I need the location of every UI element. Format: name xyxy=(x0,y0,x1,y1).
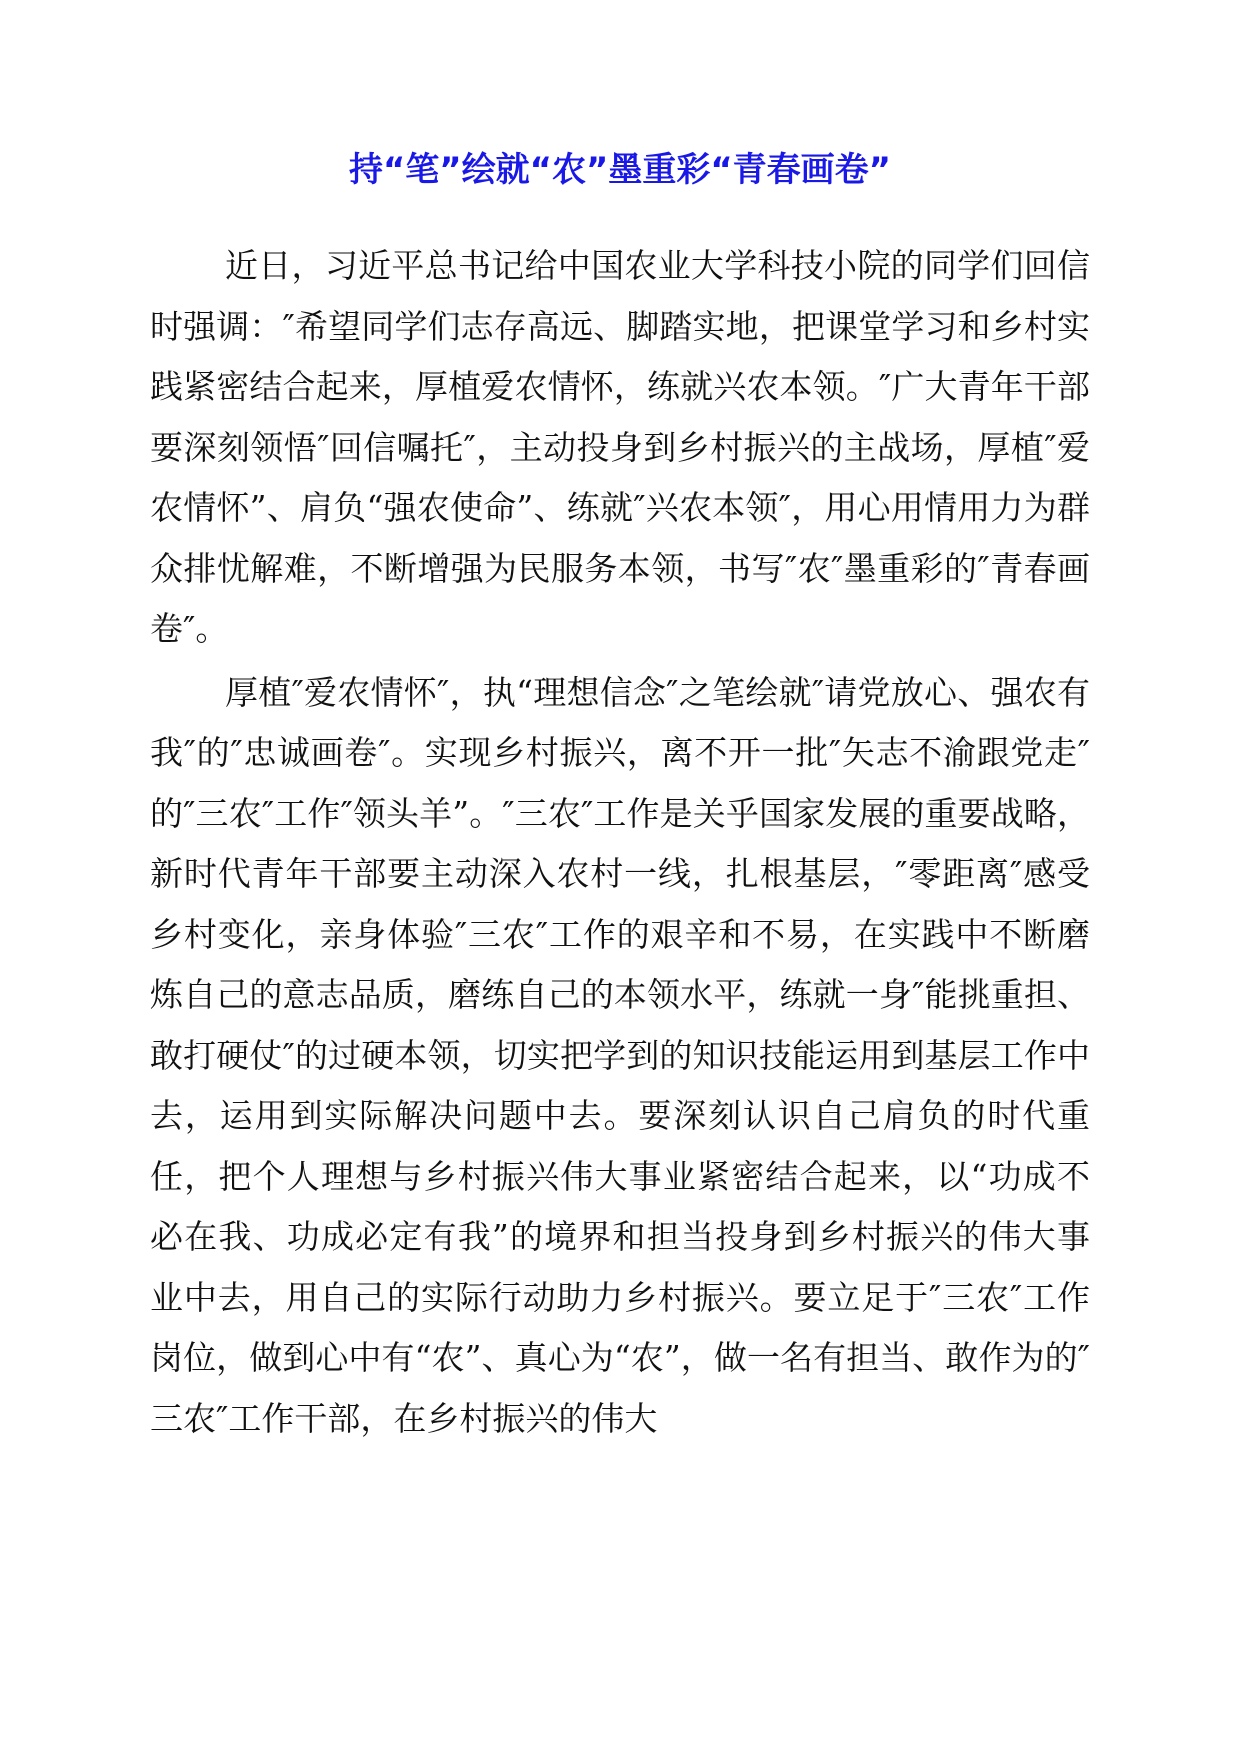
paragraph: 近日，习近平总书记给中国农业大学科技小院的同学们回信时强调：″希望同学们志存高远、脚踏实地，把课堂学习和乡村实践紧密结合起来，厚植爱农情怀，练就兴农本领。″广大青年干部要深刻领悟″回信嘱托″，主动投身到乡村振兴的主战场，厚植″爱农情怀”、肩负“强农使命”、练就″兴农本领″，用心用情用力为群众排忧解难，不断增强为民服务本领，书写″农″墨重彩的″青春画卷″。 xyxy=(150,246,1090,648)
paragraph: 厚植″爱农情怀″，执“理想信念″之笔绘就″请党放心、强农有我″的″忠诚画卷″。实现乡村振兴，离不开一批″矢志不渝跟党走″的″三农″工作″领头羊”。″三农″工作是关乎国家发展的重要战略，新时代青年干部要主动深入农村一线，扎根基层，″零距离″感受乡村变化，亲身体验″三农″工作的艰辛和不易，在实践中不断磨炼自己的意志品质，磨练自己的本领水平，练就一身″能挑重担、敢打硬仗″的过硬本领，切实把学到的知识技能运用到基层工作中去，运用到实际解决问题中去。要深刻认识自己肩负的时代重任，把个人理想与乡村振兴伟大事业紧密结合起来，以“功成不必在我、功成必定有我”的境界和担当投身到乡村振兴的伟大事业中去，用自己的实际行动助力乡村振兴。要立足于″三农″工作岗位，做到心中有“农”、真心为“农”，做一名有担当、敢作为的″三农″工作干部，在乡村振兴的伟大 xyxy=(150,672,1090,1438)
document-title: 持“笔”绘就“农”墨重彩“青春画卷” xyxy=(348,150,892,190)
document-body xyxy=(150,236,1090,1452)
